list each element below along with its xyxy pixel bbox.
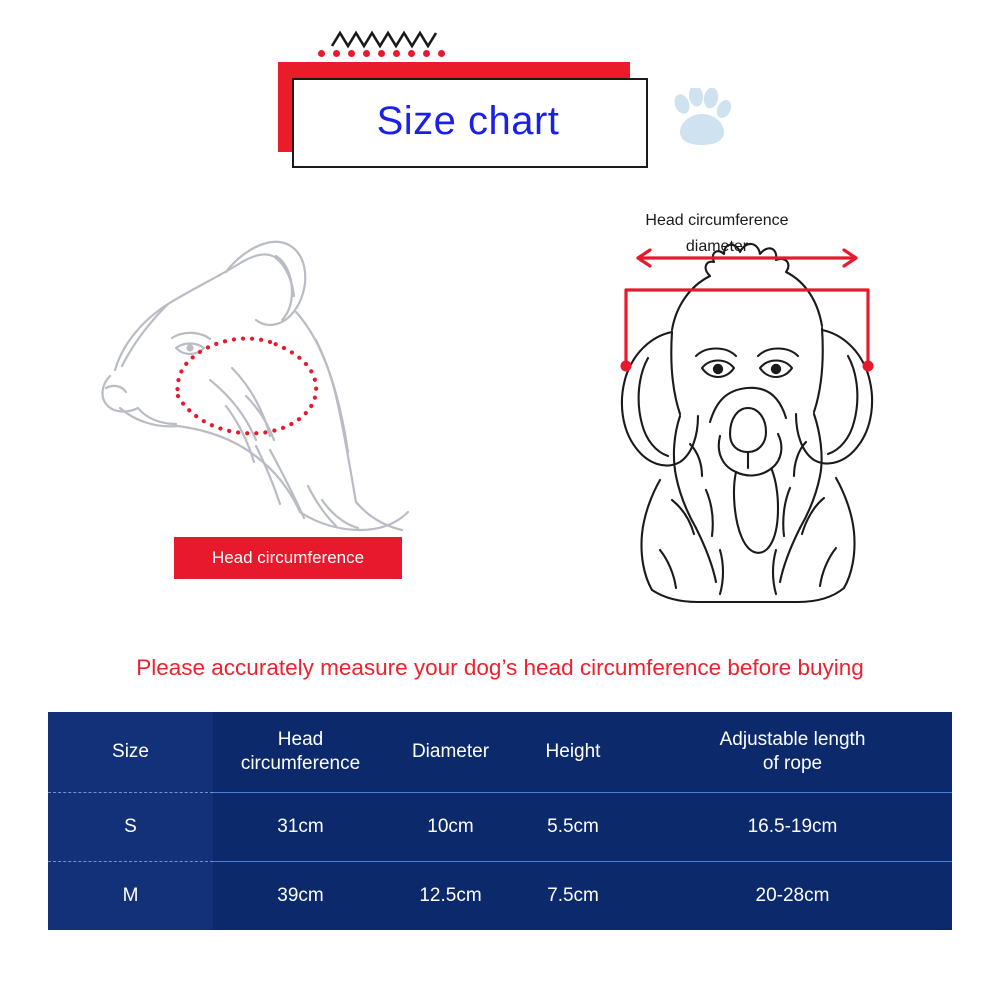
page-title: Size chart: [376, 98, 560, 143]
cell-head-circumference: 31cm: [213, 793, 388, 862]
column-header-adjustable-line1: Adjustable length: [719, 729, 866, 751]
column-header-head-circumference: [213, 712, 388, 793]
table-row: [48, 793, 952, 862]
dot-row-icon: [318, 48, 448, 60]
column-header-diameter: Diameter: [388, 712, 513, 793]
cell-adjustable-length: 16.5-19cm: [633, 793, 952, 862]
head-circumference-badge: Head circumference: [174, 537, 402, 579]
paw-print-icon: [664, 88, 736, 150]
cell-adjustable-length: 20-28cm: [633, 862, 952, 931]
cell-diameter: 10cm: [388, 793, 513, 862]
cell-size: M: [48, 862, 213, 931]
illustration-area: [0, 190, 1000, 640]
zigzag-line-icon: [330, 30, 440, 50]
cell-size: S: [48, 793, 213, 862]
cell-height: 5.5cm: [513, 793, 633, 862]
dog-head-front-sketch: [560, 190, 960, 620]
measure-endpoint-dots: [621, 361, 874, 372]
diameter-caption: diameter: [685, 238, 749, 255]
column-header-head-circumference-line2: circumference: [240, 753, 361, 774]
cell-diameter: 12.5cm: [388, 862, 513, 931]
table-header-row: [48, 712, 952, 793]
measure-notice: Please accurately measure your dog’s head circumference before buying: [136, 655, 864, 680]
table-row: [48, 862, 952, 931]
title-banner: [0, 0, 1000, 190]
column-header-adjustable-length: [633, 712, 952, 793]
size-chart-table: [48, 712, 952, 930]
cell-head-circumference: 39cm: [213, 862, 388, 931]
column-header-height: Height: [513, 712, 633, 793]
measure-bracket: [626, 250, 868, 362]
column-header-head-circumference-line1: Head: [277, 729, 324, 751]
cell-height: 7.5cm: [513, 862, 633, 931]
column-header-adjustable-line2: of rope: [762, 753, 823, 774]
column-header-size: Size: [48, 712, 213, 793]
head-circumference-caption: Head circumference: [645, 212, 789, 229]
